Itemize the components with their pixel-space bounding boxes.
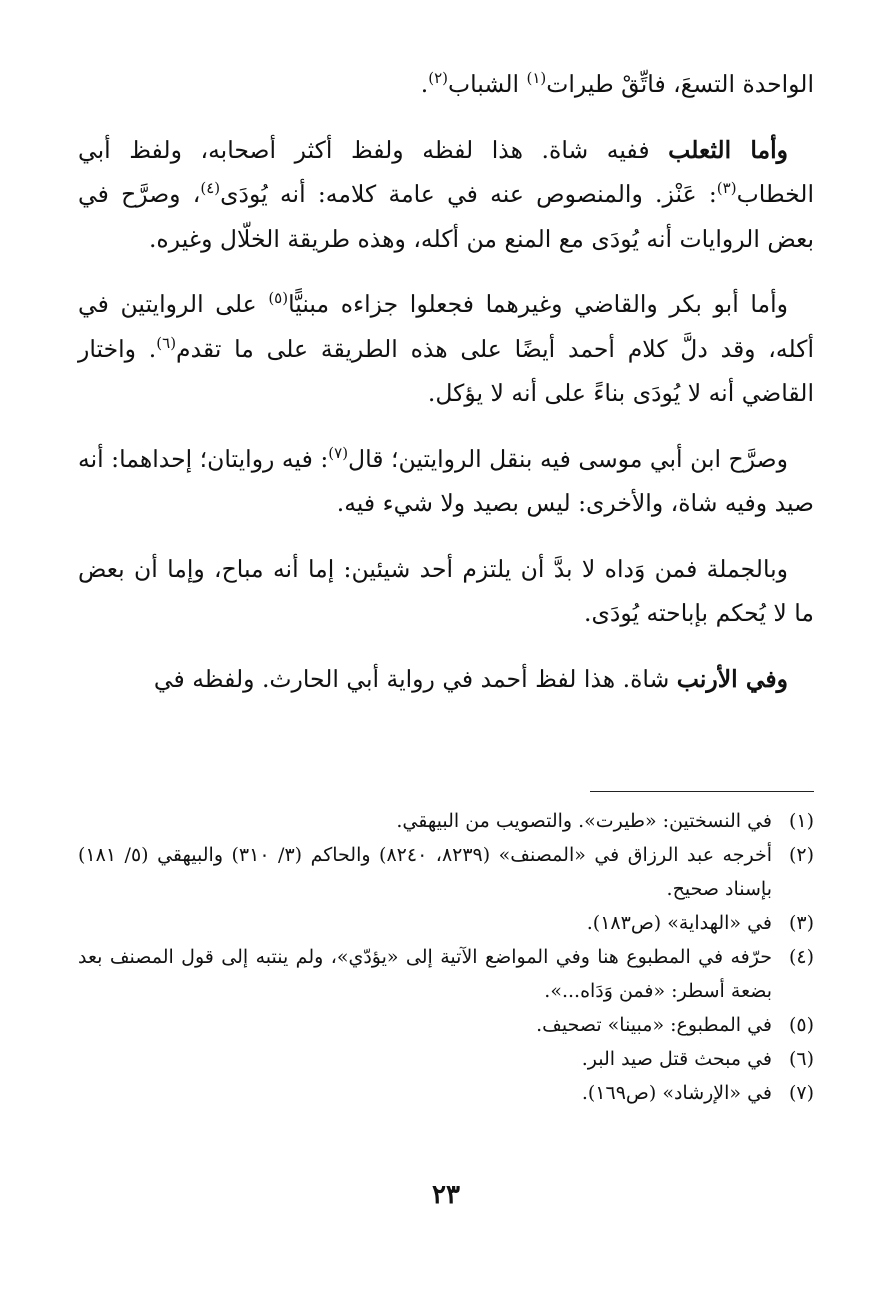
footnote-5 [78, 1008, 814, 1042]
footnote-divider [590, 791, 814, 792]
footnote-number: (٣) [788, 912, 814, 934]
paragraph-3: وأما أبو بكر والقاضي وغيرهما فجعلوا جزاءه مبنيًّا$^{(٥)}$ على الروايتين في أكله، وقد دلَّ كلام أحمد أيضًا على هذه الطريقة على ما تقدم$^{(٦)}$. واختار القاضي أنه لا يُودَى بناءً على أنه لا يؤكل. [78, 289, 814, 407]
footnote-7 [78, 1076, 814, 1110]
footnote-3 [78, 906, 814, 940]
footnote-ref-1[interactable]: (١) [526, 69, 547, 87]
footnote-number: (٥) [788, 1014, 814, 1036]
footnote-number: (١) [788, 810, 814, 832]
main-text [78, 62, 814, 722]
footnote-2 [78, 838, 814, 906]
footnote-6 [78, 1042, 814, 1076]
footnotes [78, 804, 814, 1110]
footnote-ref-2[interactable]: (٢) [428, 69, 448, 87]
paragraph-2: وأما الثعلب ففيه شاة. هذا لفظه ولفظ أكثر أصحابه، ولفظ أبي الخطاب$^{(٣)}$: عَنْز. والمنصوص عنه في عامة كلامه: أنه يُودَى$^{(٤)}$، وصرَّح في بعض الروايات أنه يُودَى مع المنع من أكله، وهذه طريقة الخلّال وغيره. [78, 135, 814, 253]
footnote-number: (٤) [788, 946, 814, 968]
footnote-text: حرّفه في المطبوع هنا وفي المواضع الآتية إلى «يؤدّي»، ولم ينتبه إلى قول المصنف بعد بضعة أسطر: «فمن وَدَاه...». [78, 946, 772, 1002]
paragraph-1: الواحدة التسعَ، فاتِّقْ طيرات$^{(١)}$ الشباب$^{(٢)}$. [420, 69, 814, 98]
footnote-text: في مبحث قتل صيد البر. [581, 1048, 772, 1070]
footnote-ref-7[interactable]: (٧) [328, 443, 349, 462]
page-number: ٢٣ [432, 1180, 460, 1210]
footnote-text: أخرجه عبد الرزاق في «المصنف» (٨٢٣٩، ٨٢٤٠) والحاكم (٣/ ٣١٠) والبيهقي (٥/ ١٨١) بإسناد صحيح. [78, 844, 772, 900]
footnote-ref-4[interactable]: (٤) [200, 179, 221, 197]
footnote-number: (٦) [788, 1048, 814, 1070]
footnote-text: في «الهداية» (ص١٨٣). [586, 912, 772, 934]
paragraph-4: وصرَّح ابن أبي موسى فيه بنقل الروايتين؛ قال$^{(٧)}$: فيه روايتان؛ إحداهما: أنه صيد وفيه شاة، والأخرى: ليس بصيد ولا شيء فيه. [78, 443, 814, 517]
paragraph-6: وفي الأرنب شاة. هذا لفظ أحمد في رواية أبي الحارث. ولفظه في [153, 664, 788, 693]
paragraph-5: وبالجملة فمن وَداه لا بدَّ أن يلتزم أحد شيئين: إما أنه مباح، وإما أن بعض ما لا يُحكم بإباحته يُودَى. [78, 554, 814, 627]
footnote-text: في المطبوع: «مبينا» تصحيف. [536, 1014, 772, 1036]
footnote-1 [78, 804, 814, 838]
footnote-ref-3[interactable]: (٣) [716, 179, 737, 197]
footnote-number: (٢) [788, 844, 814, 866]
footnote-number: (٧) [788, 1082, 814, 1104]
footnote-text: في «الإرشاد» (ص١٦٩). [581, 1082, 772, 1104]
footnote-ref-5[interactable]: (٥) [268, 289, 289, 307]
footnote-ref-6[interactable]: (٦) [156, 333, 177, 352]
heading-fox: وأما الثعلب [668, 135, 789, 164]
heading-rabbit: وفي الأرنب [676, 664, 788, 693]
footnote-4 [78, 940, 814, 1008]
footnote-text: في النسختين: «طيرت». والتصويب من البيهقي. [396, 810, 772, 832]
